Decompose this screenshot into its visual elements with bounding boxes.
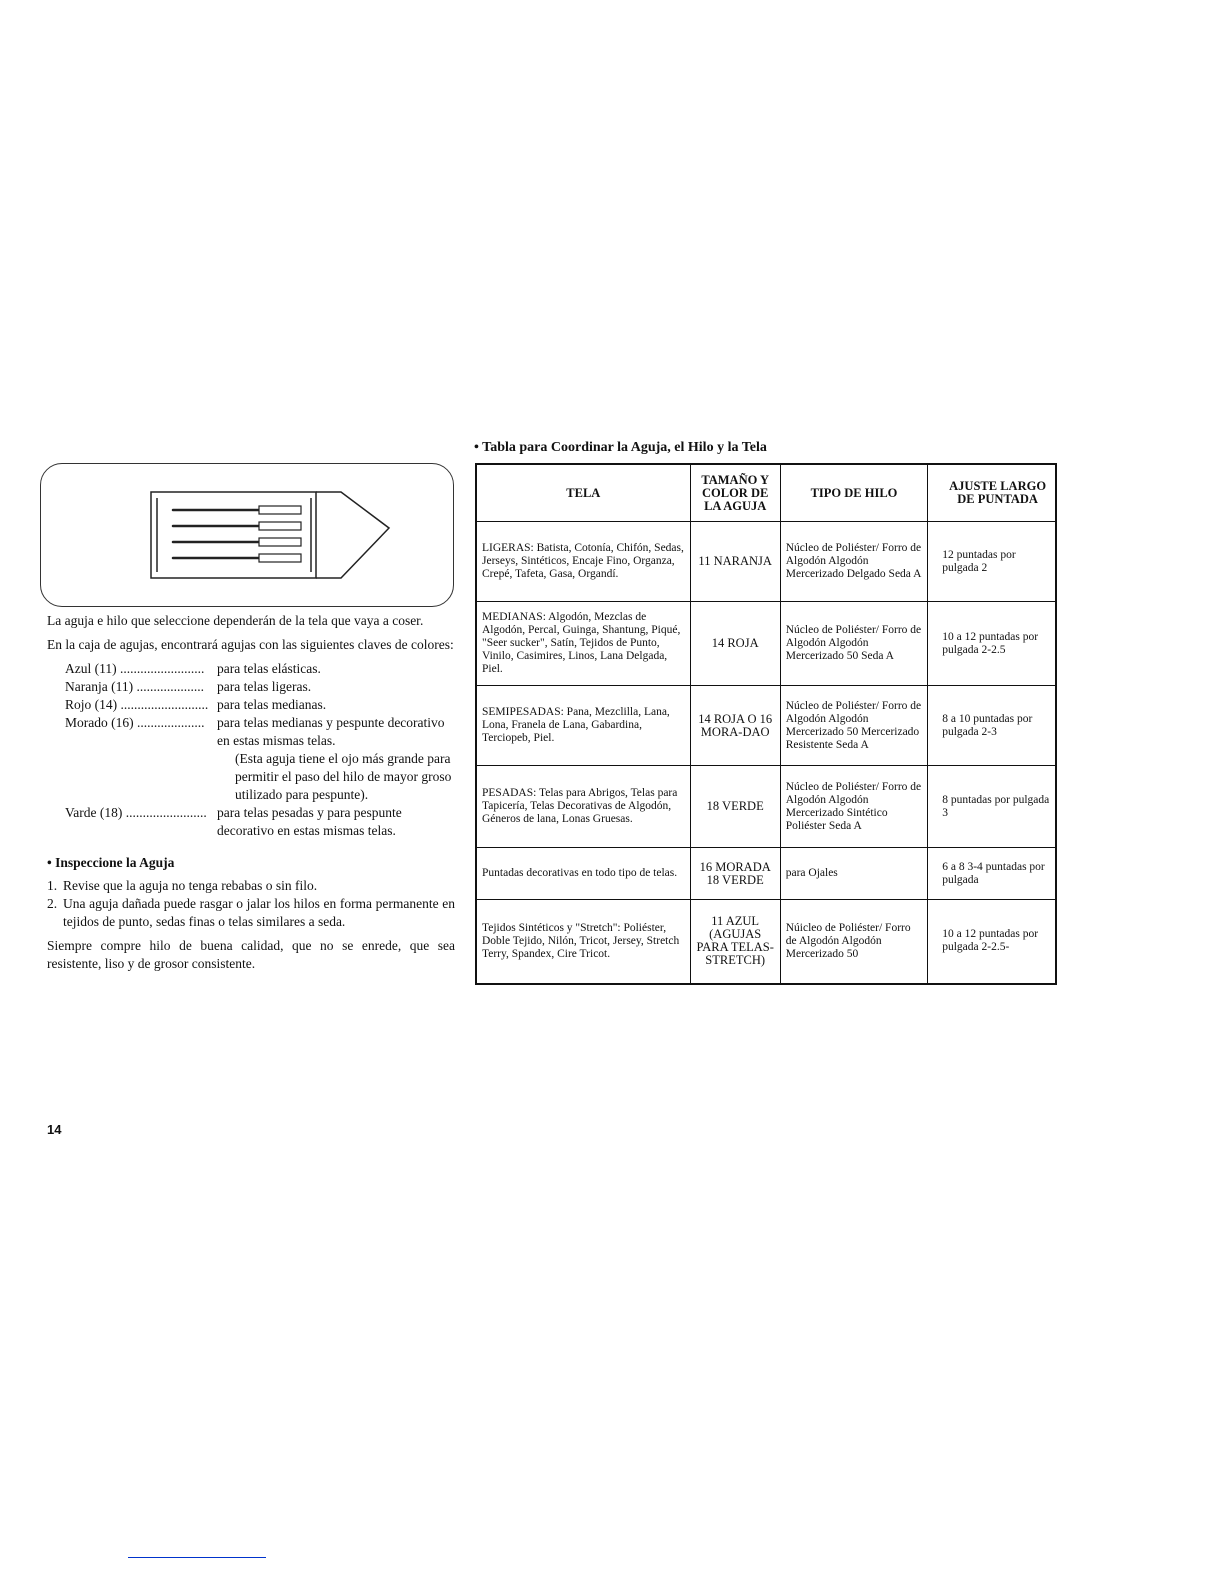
- cell-fabric: MEDIANAS: Algodón, Mezclas de Algodón, Percal, Guinga, Shantung, Piqué, "Seer sucker", Satín, Tejidos de Punto, Vinilo, Casimires, Linos, Lana Delgada, Piel.: [476, 602, 690, 686]
- inspect-item-number: 1.: [47, 878, 58, 893]
- color-code-desc: para telas medianas.: [217, 697, 327, 712]
- cell-length: 10 a 12 puntadas por pulgada 2-2.5: [928, 602, 1056, 686]
- inspect-item-text: Una aguja dañada puede rasgar o jalar los hilos en forma permanente en tejidos de punto, sedas finas o telas similares a seda.: [63, 896, 455, 929]
- cell-thread: Núicleo de Poliéster/ Forro de Algodón Algodón Mercerizado 50: [780, 900, 928, 984]
- header-fabric: TELA: [476, 464, 690, 522]
- inspect-item: [47, 895, 455, 931]
- cell-fabric: LIGERAS: Batista, Cotonía, Chifón, Sedas, Jerseys, Sintéticos, Encaje Fino, Organza, Crepé, Tafeta, Gasa, Organdí.: [476, 522, 690, 602]
- intro-paragraph-2: En la caja de agujas, encontrará agujas con las siguientes claves de colores:: [47, 637, 454, 652]
- inspect-item-text: Revise que la aguja no tenga rebabas o sin filo.: [63, 878, 318, 893]
- cell-needle: 11 NARANJA: [690, 522, 780, 602]
- color-code-item: [65, 678, 455, 696]
- page-number: 14: [47, 1122, 62, 1137]
- color-code-label: Varde (18) ........................: [65, 805, 207, 820]
- cell-thread: para Ojales: [780, 848, 928, 900]
- color-code-desc: para telas elásticas.: [217, 661, 321, 676]
- inspect-item-number: 2.: [47, 896, 58, 911]
- cell-length: 6 a 8 3-4 puntadas por pulgada: [928, 848, 1056, 900]
- needle-thread-fabric-table: [475, 463, 1057, 985]
- header-thread: TIPO DE HILO: [780, 464, 928, 522]
- left-column: [47, 612, 455, 979]
- table-header-row: [476, 464, 1056, 522]
- cell-needle: 14 ROJA: [690, 602, 780, 686]
- cell-length: 12 puntadas por pulgada 2: [928, 522, 1056, 602]
- color-codes-list: [65, 660, 455, 840]
- closing-paragraph: Siempre compre hilo de buena calidad, que no se enrede, que sea resistente, liso y de grosor consistente.: [47, 938, 455, 971]
- cell-fabric: Puntadas decorativas en todo tipo de telas.: [476, 848, 690, 900]
- cell-length: 10 a 12 puntadas por pulgada 2-2.5-: [928, 900, 1056, 984]
- color-code-label: Morado (16) ....................: [65, 715, 205, 730]
- inspect-item: [47, 877, 455, 895]
- needle-case-illustration: [40, 463, 454, 607]
- cell-fabric: SEMIPESADAS: Pana, Mezclilla, Lana, Lona, Franela de Lana, Gabardina, Terciopeb, Piel.: [476, 686, 690, 766]
- footer-rule: [128, 1557, 266, 1558]
- color-code-label: Azul (11) .........................: [65, 661, 205, 676]
- table-row: [476, 522, 1056, 602]
- cell-needle: 11 AZUL (AGUJAS PARA TELAS-STRETCH): [690, 900, 780, 984]
- color-code-item: [65, 696, 455, 714]
- cell-thread: Núcleo de Poliéster/ Forro de Algodón Algodón Mercerizado 50 Seda A: [780, 602, 928, 686]
- cell-fabric: Tejidos Sintéticos y "Stretch": Poliéster, Doble Tejido, Nilón, Tricot, Jersey, Stretch Terry, Spandex, Cire Tricot.: [476, 900, 690, 984]
- cell-thread: Núcleo de Poliéster/ Forro de Algodón Algodón Mercerizado Delgado Seda A: [780, 522, 928, 602]
- header-needle: TAMAÑO Y COLOR DE LA AGUJA: [690, 464, 780, 522]
- table-row: [476, 848, 1056, 900]
- cell-length: 8 a 10 puntadas por pulgada 2-3: [928, 686, 1056, 766]
- inspect-title: • Inspeccione la Aguja: [47, 855, 175, 870]
- needles-icon: [41, 464, 453, 606]
- cell-thread: Núcleo de Poliéster/ Forro de Algodón Algodón Mercerizado 50 Mercerizado Resistente Seda A: [780, 686, 928, 766]
- cell-fabric: PESADAS: Telas para Abrigos, Telas para Tapicería, Telas Decorativas de Algodón, Géneros de lana, Lonas Gruesas.: [476, 766, 690, 848]
- intro-paragraph-1: La aguja e hilo que seleccione dependerán de la tela que vaya a coser.: [47, 613, 424, 628]
- table-row: [476, 900, 1056, 984]
- color-code-desc: para telas ligeras.: [217, 679, 312, 694]
- table-title: • Tabla para Coordinar la Aguja, el Hilo y la Tela: [474, 440, 767, 455]
- color-code-item: [65, 714, 455, 750]
- table-row: [476, 766, 1056, 848]
- cell-needle: 16 MORADA 18 VERDE: [690, 848, 780, 900]
- color-code-label: Rojo (14) ..........................: [65, 697, 209, 712]
- color-code-desc: para telas pesadas y para pespunte decorativo en estas mismas telas.: [217, 805, 402, 838]
- cell-thread: Núcleo de Poliéster/ Forro de Algodón Algodón Mercerizado Sintético Poliéster Seda A: [780, 766, 928, 848]
- cell-length: 8 puntadas por pulgada 3: [928, 766, 1056, 848]
- color-code-item: [65, 804, 455, 840]
- morado-extra-note: (Esta aguja tiene el ojo más grande para permitir el paso del hilo de mayor groso utilizado para pespunte).: [235, 751, 452, 802]
- cell-needle: 18 VERDE: [690, 766, 780, 848]
- cell-needle: 14 ROJA O 16 MORA-DAO: [690, 686, 780, 766]
- color-code-label: Naranja (11) ....................: [65, 679, 204, 694]
- table-row: [476, 602, 1056, 686]
- header-length: AJUSTE LARGO DE PUNTADA: [928, 464, 1056, 522]
- table-row: [476, 686, 1056, 766]
- color-code-desc: para telas medianas y pespunte decorativo en estas mismas telas.: [217, 715, 445, 748]
- color-code-item: [65, 660, 455, 678]
